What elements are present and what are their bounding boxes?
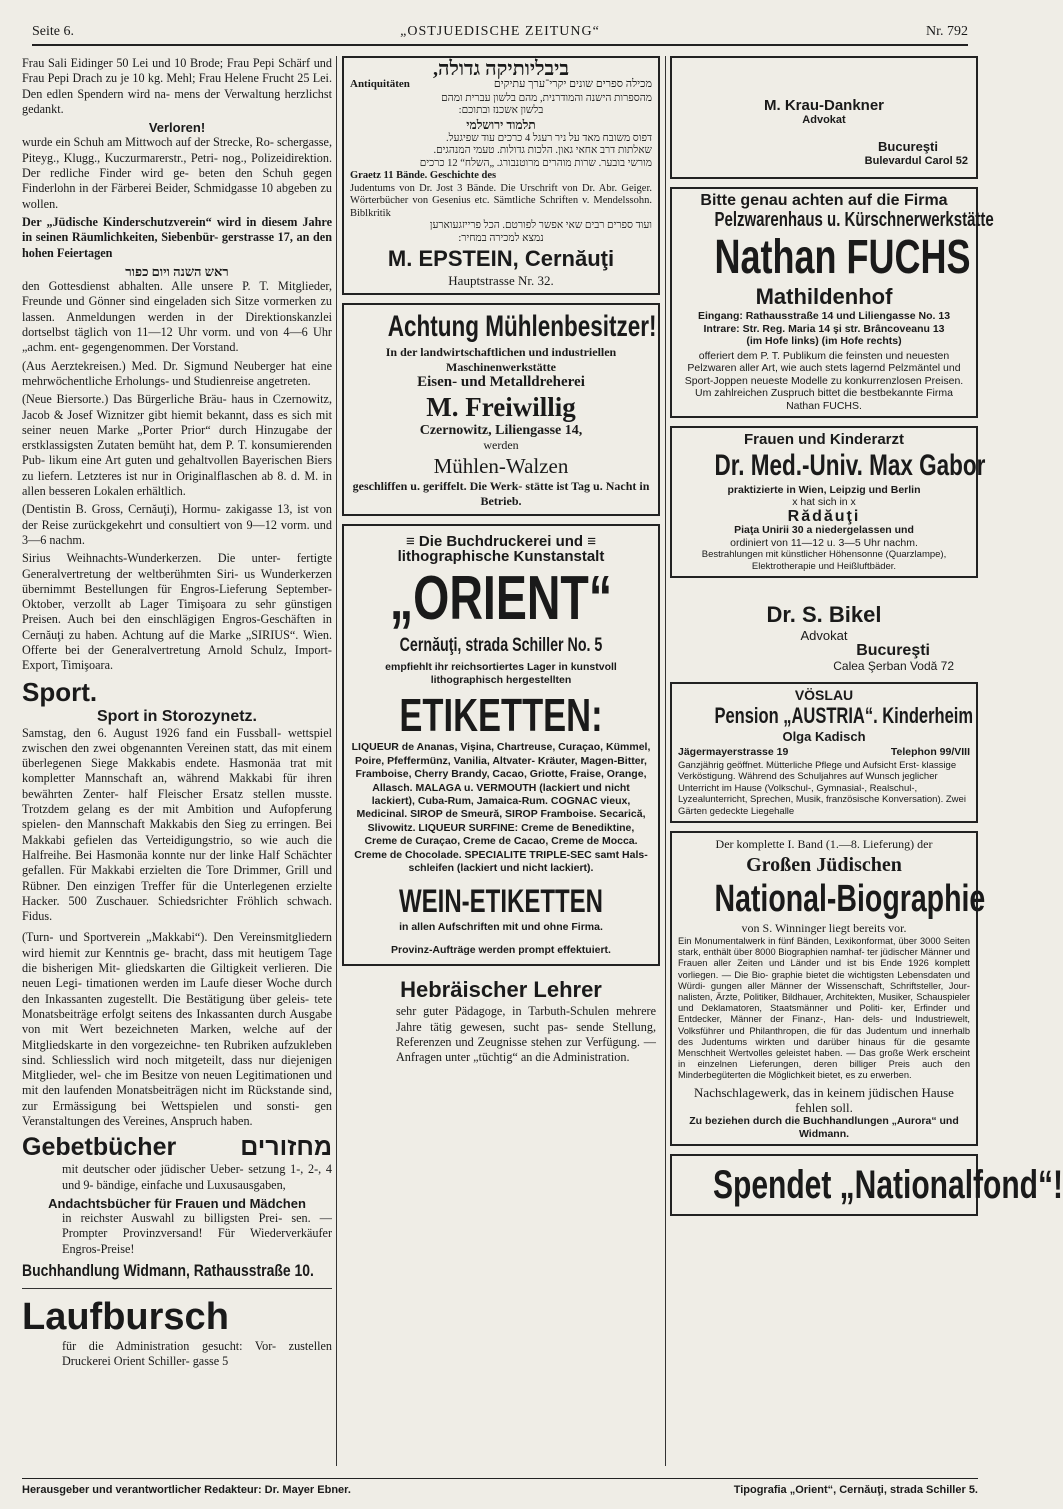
provinz-line: Provinz-Aufträge werden prompt effektuiert. xyxy=(391,943,611,956)
muehle-title: Achtung Mühlenbesitzer! xyxy=(387,309,657,343)
makkabi-notice: (Turn- und Sportverein „Makkabi“). Den Vereinsmitgliedern wird hiemit zur Kenntnis ge- bracht, dass mit heutigem Tage die bisherigen Mit- gliedskarten die Giltigkeit verlieren. Die neuen Legi- timationen werden im Laufe dieser Woche durch den Inkassanten zugestellt. Die Bestätigung über geleis- tete Monatsbeiträge erfolgt seitens des Inkassanten durch Ausgabe von mit Wert bezeichneten Marken, welche auf der Mitgliedskarte in den vorgezeichne- ten Rubriken aufzukleben sind. Schliesslich wird noch mitgeteilt, dass nur diejenigen Mitglieder, wel- che im Besitze von neuen Legitimationen und mit den laufenden Monatsbeiträgen nicht im Rückstande sind, zur Ermässigung bei Wettspielen und sonsti- gen Veranstaltungen des Vereines, Anspruch haben. xyxy=(22,930,332,1128)
sport-heading: Sport. xyxy=(22,676,98,707)
fuchs-text: offeriert dem P. T. Publikum die feinsten und neuesten Pelzwaren aller Art, wie auch stets lagernd Pelzmäntel und Sport-Joppen neueste Modelle zu konkurrenzlosen Preisen. Um zahlreichen Zuspruch bittet die bestbekannte Firma Nathan FUCHS. xyxy=(684,349,964,412)
krau-dankner-role: Advokat xyxy=(802,114,846,127)
graetz-hebrew: מורשי בובער. שרות מוהרים מרוטנבורג. „השלח“ 12 כרכים xyxy=(419,157,652,169)
fuchs-ad xyxy=(670,187,994,418)
pension-address: Jägermayerstrasse 19 xyxy=(678,745,789,758)
gabor-address: Piaţa Unirii 30 a niedergelassen und xyxy=(734,524,914,537)
laufbursch-heading: Laufbursch xyxy=(22,1296,229,1339)
gabor-line-3: x hat sich in x xyxy=(792,496,856,509)
lehrer-ad xyxy=(342,974,660,1070)
bikel-address: Calea Şerban Vodă 72 xyxy=(833,658,954,673)
epstein-address: Hauptstrasse Nr. 32. xyxy=(448,273,554,289)
biographie-ad xyxy=(670,831,986,1146)
nationalfond-title: Spendet „Nationalfond“! xyxy=(713,1163,1063,1208)
column-divider xyxy=(665,56,666,1466)
pension-text: Ganzjährig geöffnet. Mütterliche Pflege und Aufsicht Erst- klassige Verköstigung. Während des Schuljahres auf Wunsch jeglicher Unterricht im Hause (Volkschul-, Gymnasial-, Realschul-, Lyzealunterricht, Sprechen, Musik, französische Konversation). Zwei Gärten gedeckte Liegehalle xyxy=(678,759,966,817)
footer-printer: Tipografia „Orient“, Cernăuţi, strada Schiller 5. xyxy=(733,1484,978,1496)
kinderschutz-heading: Der „Jüdische Kinderschutzverein“ wird in diesem Jahre in seinen Räumlichkeiten, Siebenbür- gerstrasse 17, an den hohen Feiertagen xyxy=(22,214,332,260)
fuchs-intrare: Intrare: Str. Reg. Maria 14 şi str. Brâncoveanu 13 xyxy=(703,322,945,335)
laufbursch-text: für die Administration gesucht: Vor- zustellen Druckerei Orient Schiller- gasse 5 xyxy=(62,1339,332,1369)
column-2 xyxy=(342,56,660,1071)
walzen-title: Mühlen-Walzen xyxy=(433,454,569,479)
biblio-line xyxy=(350,77,652,92)
newspaper-title: „OSTJUEDISCHE ZEITUNG“ xyxy=(400,24,600,39)
krau-dankner-city: Bucureşti xyxy=(878,138,938,154)
fuchs-name: Nathan FUCHS xyxy=(714,231,971,285)
andacht-heading: Andachtsbücher für Frauen und Mädchen xyxy=(48,1195,306,1211)
bio-line-1: Der komplette I. Band (1.—8. Lieferung) der xyxy=(715,837,933,852)
beer-notice: (Neue Biersorte.) Das Bürgerliche Bräu- haus in Czernowitz, Jacob & Josef Wiznitzer gibt hiemit bekannt, dass es sich mit seiner neuen Marke „Porter Prior“ durch Hinzugabe der erstklassigsten Zutaten bemüht hat, dem P. T. konsumierenden Pub- likum eine Art guten und gehaltvollen Bayerischen Biers zu liefern. Letzteres ist nur in Originalflaschen ab 8. d. M. in allen besseren Lokalen erhältlich. xyxy=(22,392,332,499)
pension-owner: Olga Kadisch xyxy=(782,729,866,745)
bio-line-3: von S. Winninger liegt bereits vor. xyxy=(741,920,907,935)
lehrer-text: sehr guter Pädagoge, in Tarbuth-Schulen mehrere Jahre tätig gewesen, sucht pas- sende Stellung, Referenzen und Zeugnisse stehen zur Verfügung. — Anfragen unter „tüchtig“ an die Administration. xyxy=(396,1004,656,1065)
wein-line-1: in allen Aufschriften mit und ohne Firma. xyxy=(399,921,603,934)
krau-dankner-name: M. Krau-Dankner xyxy=(763,97,885,114)
sirius-notice: Sirius Weihnachts-Wunderkerzen. Die unter- fertigte Generalvertretung der weltberühmten Siri- us Wunderkerzen übernimmt Bestellungen für Engros-Lieferung September-Oktober, verzollt ab Lager Timişoara zu sehr günstigen Preisen. Auch bei den einschlägigen Engros-Geschäften in Cernăuţi zu haben. Achtung auf die Marke „SIRIUS“. Wien. Offerte bei der Generalvertretung Arnold Schulz, Import-Export, Timişoara. xyxy=(22,551,332,673)
sport-report: Samstag, den 6. August 1926 fand ein Fussball- wettspiel zwischen den zwei obgenannten Vereinen statt, das mit einem überlegenen Siege Makkabis endete. Hasmonäa trat mit kompletter Mannschaft an, während Makkabi für ihren bewährten Zenter- half Fleischer Ersatz stellen musste. Trotzdem gelang es der mit Ambition und Aufopferung spielen- den Mannschaft Makkabis den Sieg zu erringen. Bei Makkabi gefielen das Verteidigungstrio, so wie auch die Halfreihe. Bei Hasmonäa konnte nur der linke Half Schächter gefallen. Für Makkabi erzielten die Tore Drimmer, Grill und Rübner. Den einzigen Treffer für die Unterlegenen erzielte Hacker. 500 Zuschauer. Schiedsrichter Fröhlich schwach. Fidus. xyxy=(22,725,332,924)
gabor-line-1: Frauen und Kinderarzt xyxy=(743,431,904,449)
sport-subheading: Sport in Storozynetz. xyxy=(97,707,257,725)
footer-editor: Herausgeber und verantwortlicher Redakteur: Dr. Mayer Ebner. xyxy=(22,1484,351,1496)
kinderschutz-notice: den Gottesdienst abhalten. Alle unsere P. T. Mitglieder, Freunde und Gönner sind eingeladen sich Sitze vormerken zu lassen. Anmeldungen werden in der Direktionskanzlei dortselbst täglich von 11—12 Uhr vorm. und von 4—6 Uhr „achm. ent- gegengenommen. Der Vorstand. xyxy=(22,279,332,355)
biblio-line-6: ועוד ספרים רבים שאי אפשר לפורטם. הכל פרייזגעוארען xyxy=(429,220,652,232)
pension-contact xyxy=(678,745,970,760)
andacht-text: in reichster Auswahl zu billigsten Prei- sen. — Prompter Provinzversand! Für Wiederverkäufer Engros-Preise! xyxy=(62,1211,332,1256)
nationalfond-ad xyxy=(670,1154,1063,1216)
donation-notice: Frau Sali Eidinger 50 Lei und 10 Brode; Frau Pepi Schärf und Frau Pepi Drach zu je 10 kg. Mehl; Frau Helene Frucht 25 Lei. Den edlen Spendern wird na- mens der Verwaltung herzlichst gedankt. xyxy=(22,56,332,116)
biblio-hebrew-title: ביבליותיקה גדולה, xyxy=(432,58,570,80)
orient-address: Cernăuţi, strada Schiller No. 5 xyxy=(399,635,603,657)
orient-line-2: lithographische Kunstanstalt xyxy=(397,548,605,566)
fuchs-hofe: (im Hofe links) (im Hofe rechts) xyxy=(746,335,902,348)
epstein-ad xyxy=(342,56,660,295)
lehrer-title: Hebräischer Lehrer xyxy=(400,977,602,1003)
orient-line-3: empfiehlt ihr reichsortiertes Lager in kunstvoll lithographisch hergestellten xyxy=(385,661,617,686)
widmann-heading: Buchhandlung Widmann, Rathausstraße 10. xyxy=(22,1261,314,1281)
voeslau-title: VÖSLAU xyxy=(794,686,854,703)
gabor-line-4: Bestrahlungen mit künstlicher Höhensonne (Quarzlampe), Elektrotherapie und Heißluftbäder. xyxy=(701,549,947,572)
column-3 xyxy=(670,56,1063,1224)
antiquitaeten-label: Antiquitäten xyxy=(350,78,410,91)
biblio-line-2: מהספרות הישנה והמודרנית, מהם בלשון עברית ומהם xyxy=(441,92,652,104)
issue-number: Nr. 792 xyxy=(925,24,968,39)
pension-phone: Telephon 99/VIII xyxy=(890,745,970,758)
epstein-name: M. EPSTEIN, Cernăuţi xyxy=(387,246,615,272)
hebrew-holiday: ראש השנה ויום כפור xyxy=(125,263,229,279)
liqueur-list: LIQUEUR de Ananas, Vişina, Chartreuse, Curaçao, Kümmel, Poire, Pfeffermünz, Vanilia, Altvater- Kräuter, Magen-Bitter, Framboise, Cherry Brandy, Cacao, Griotte, Fraise, Orange, Allasch. MALAGA u. VERMOUTH (lackiert und nicht lackiert), Cuba-Rum, Jamaica-Rum. COGNAC vieux, Medicinal. SIROP de Smeură, SIROP Framboise. Secarică, Slivowitz. LIQUEUR SURFINE: Creme de Benediktine, Creme de Curaçao, Creme de Cacao, Creme de Mocca. Creme de Chocolade. SPECIALITE TRIPLE-SEC samt Hals- schleifen (lackiert und nicht lackiert). xyxy=(351,741,651,875)
bikel-role: Advokat xyxy=(800,628,848,644)
freiwillig-ad xyxy=(342,303,660,516)
freiwillig-name: M. Freiwillig xyxy=(426,391,576,422)
gabor-line-2: praktizierte in Wien, Leipzig und Berlin xyxy=(727,483,921,496)
page-header xyxy=(32,20,968,46)
pension-title: Pension „AUSTRIA“. Kinderheim xyxy=(714,703,974,729)
gabor-city: Rădăuţi xyxy=(787,507,861,525)
gebetbuecher-text: mit deutscher oder jüdischer Ueber- setzung 1-, 2-, 4 und 9- bändige, einfache und Luxusausgaben, xyxy=(62,1162,332,1192)
wein-etiketten-title: WEIN-ETIKETTEN xyxy=(399,883,603,920)
column-1 xyxy=(22,56,332,1373)
voeslau-ad xyxy=(670,682,978,823)
fuchs-entrance: Eingang: Rathausstraße 14 und Liliengasse No. 13 xyxy=(697,310,951,323)
muehle-line-1: In der landwirtschaftlichen und industriellen Maschinenwerkstätte xyxy=(385,344,617,374)
fuchs-mathildenhof: Mathildenhof xyxy=(755,284,893,310)
gabor-name: Dr. Med.-Univ. Max Gabor xyxy=(714,448,986,482)
walzen-text: geschliffen u. geriffelt. Die Werk- stätte ist Tag u. Nacht in Betrieb. xyxy=(352,479,650,509)
column-divider xyxy=(336,56,337,1466)
gebetbuecher-hebrew: מחזורים xyxy=(240,1133,332,1162)
graetz-line: Graetz 11 Bände. Geschichte des xyxy=(350,170,497,182)
fuchs-line-1: Bitte genau achten auf die Firma xyxy=(700,192,948,210)
gabor-hours: ordiniert von 11—12 u. 3—5 Uhr nachm. xyxy=(730,536,918,549)
gabor-ad xyxy=(670,426,986,578)
orient-title: „ORIENT“ xyxy=(389,564,613,634)
biblio-line-4: דפוס משובח מאד על ניר רעגל 4 כרכים עוד שפיגעל. xyxy=(446,132,652,144)
gebetbuecher-title: Gebetbücher xyxy=(22,1133,177,1162)
biblio-line-3: בלשון אשכנז ובתוכם: xyxy=(458,105,544,117)
page-footer xyxy=(22,1478,978,1501)
talmud-title: תלמוד ירושלמי xyxy=(466,117,536,132)
bikel-ad xyxy=(670,586,978,682)
etiketten-title: ETIKETTEN: xyxy=(399,689,603,742)
lost-heading: Verloren! xyxy=(148,120,206,136)
biblio-line-5: שאלתות דרב אחאי גאון. הלכות גדולות. טעמי המנהגים. xyxy=(433,145,652,157)
biblio-line-1: מכילה ספרים שונים יקרי־ערך עתיקים xyxy=(493,78,652,91)
bikel-name: Dr. S. Bikel xyxy=(766,602,882,628)
krau-dankner-address: Bulevardul Carol 52 xyxy=(864,154,968,167)
freiwillig-address: Czernowitz, Liliengasse 14, xyxy=(419,422,583,438)
orient-line-1: ≡ Die Buchdruckerei und ≡ xyxy=(405,532,597,550)
graetz-line-2: Judentums von Dr. Jost 3 Bände. Die Urschrift von Dr. Abr. Geiger. Wörterbücher von Gesenius etc. Sämtliche Schriften v. Mendelssohn. Biblkritik xyxy=(350,182,652,219)
orient-ad xyxy=(342,524,660,967)
gebetbuecher-heading xyxy=(22,1132,332,1162)
bikel-city: Bucureşti xyxy=(856,642,930,660)
bio-line-5: Zu beziehen durch die Buchhandlungen „Aurora“ und Widmann. xyxy=(689,1115,959,1140)
biblio-line-7: נמצא למכירה במחיר: xyxy=(458,232,544,244)
muehle-line-2: Eisen- und Metalldreherei xyxy=(417,374,585,391)
bio-line-4: Nachschlagewerk, das in keinem jüdischen Hause fehlen soll. xyxy=(694,1084,954,1115)
dentist-notice: (Dentistin B. Gross, Cernăuţi), Hormu- zakigasse 13, ist von der Reise zurückgekehrt und consultiert von 9—12 vorm. und 3—6 nachm. xyxy=(22,502,332,547)
page-number: Seite 6. xyxy=(32,24,74,39)
krau-dankner-ad xyxy=(670,56,978,179)
bio-title: National-Biographie xyxy=(714,877,986,920)
werden-text: werden xyxy=(483,437,519,452)
bio-text: Ein Monumentalwerk in fünf Bänden, Lexikonformat, über 3000 Seiten stark, enthält über 8000 Biographien namhaf- ter jüdischer Männer und Frauen aller Zeiten und Länder und ist bis Ende 1926 komplett vorliegen. — Die Bio- graphie bietet die wichtigsten Lebensdaten und Würdi- gungen aller Männer der Wissenschaft, Schriftsteller, Jour- nalisten, Ärzte, Politiker, Bildhauer, Architekten, Musiker, Schauspieler und Deklamatoren, Staatsmänner und Politi- ker, Erfinder und Entdecker, Männer der Finanz-, Han- dels- und Industriewelt, Volksführer und Philanthropen, die für das Judentum und innerhalb des Judentums wirkten und darüber hinaus für die gesamte Menschheit Wertvolles geleistet haben. — Das große Werk erscheint in einzelnen Lieferungen, deren billiger Preis auch den Minderbegüterten die Möglichkeit bietet, es zu erwerben. xyxy=(678,935,970,1081)
doctors-notice: (Aus Aerztekreisen.) Med. Dr. Sigmund Neuberger hat eine mehrwöchentliche Erholungs- und Studienreise angetreten. xyxy=(22,358,332,388)
lost-notice: wurde ein Schuh am Mittwoch auf der Strecke, Ro- schergasse, Piteyg., Klugg., Kuczurmarerstr., Petri- nog., Polizeidirektion. Der redliche Finder wird ge- beten den Schuh gegen Finderlohn in der Färberei Beider, Schmidgasse 10 abgeben zu wollen. xyxy=(22,135,332,211)
fuchs-line-2: Pelzwarenhaus u. Kürschnerwerkstätte xyxy=(714,209,994,232)
bio-line-2: Großen Jüdischen xyxy=(746,853,902,876)
